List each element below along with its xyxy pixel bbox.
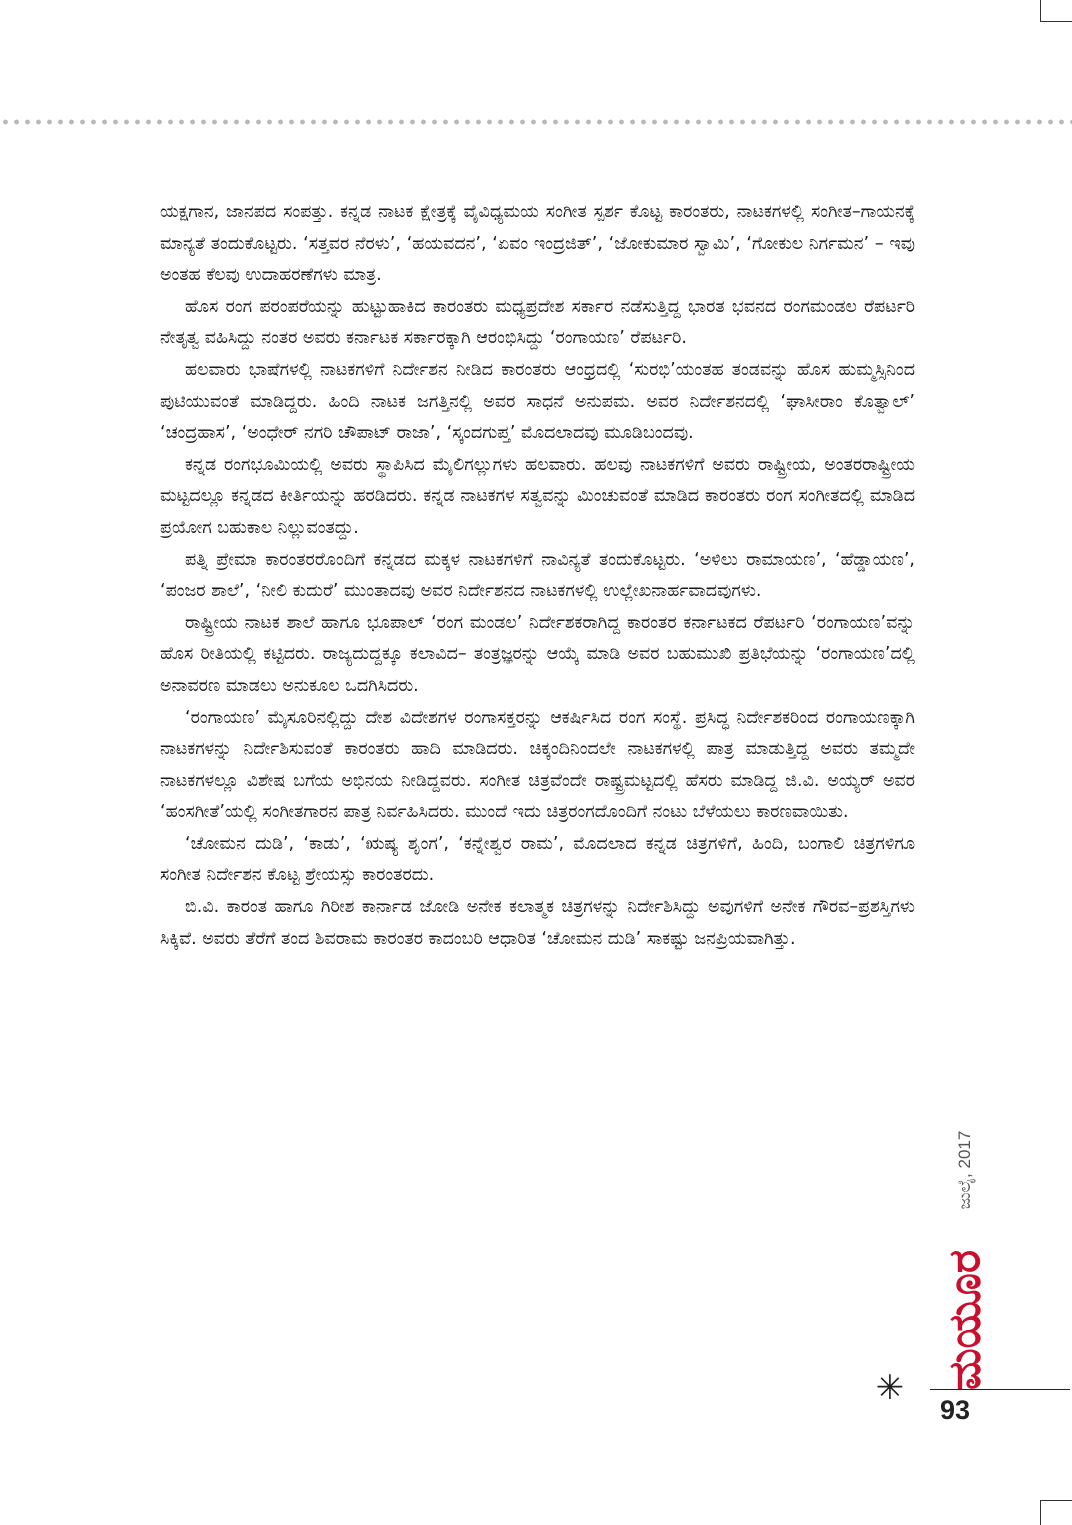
paragraph: ‘ರಂಗಾಯಣ’ ಮೈಸೂರಿನಲ್ಲಿದ್ದು ದೇಶ ವಿದೇಶಗಳ ರಂಗಾಸಕ್ತರನ್ನು ಆಕರ್ಷಿಸಿದ ರಂಗ ಸಂಸ್ಥೆ. ಪ್ರಸಿದ್ಧ ನಿರ್ದೇಶಕರಿಂದ ರಂಗಾಯಣಕ್ಕಾಗಿ ನಾಟಕಗಳನ್ನು ನಿರ್ದೇಶಿಸುವಂತೆ ಕಾರಂತರು ಹಾದಿ ಮಾಡಿದರು. ಚಿಕ್ಕಂದಿನಿಂದಲೇ ನಾಟಕಗಳಲ್ಲಿ ಪಾತ್ರ ಮಾಡುತ್ತಿದ್ದ ಅವರು ತಮ್ಮದೇ ನಾಟಕಗಳಲ್ಲೂ ವಿಶೇಷ ಬಗೆಯ ಅಭಿನಯ ನೀಡಿದ್ದವರು. ಸಂಗೀತ ಚಿತ್ರವೆಂದೇ ರಾಷ್ಟ್ರಮಟ್ಟದಲ್ಲಿ ಹೆಸರು ಮಾಡಿದ್ದ ಜಿ.ವಿ. ಅಯ್ಯರ್ ಅವರ ‘ಹಂಸಗೀತೆ’ಯಲ್ಲಿ ಸಂಗೀತಗಾರನ ಪಾತ್ರ ನಿರ್ವಹಿಸಿದರು. ಮುಂದೆ ಇದು ಚಿತ್ರರಂಗದೊಂದಿಗೆ ನಂಟು ಬೆಳೆಯಲು ಕಾರಣವಾಯಿತು. xyxy=(160,707,915,823)
vertical-masthead xyxy=(930,1120,1000,1391)
magazine-brand-text: ಮಯೂರ xyxy=(939,1249,991,1391)
crop-mark-top xyxy=(1040,0,1072,22)
paragraph: ಕನ್ನಡ ರಂಗಭೂಮಿಯಲ್ಲಿ ಅವರು ಸ್ಥಾಪಿಸಿದ ಮೈಲಿಗಲ್ಲುಗಳು ಹಲವಾರು. ಹಲವು ನಾಟಕಗಳಿಗೆ ಅವರು ರಾಷ್ಟ್ರೀಯ, ಅಂತರರಾಷ್ಟ್ರೀಯ ಮಟ್ಟದಲ್ಲೂ ಕನ್ನಡದ ಕೀರ್ತಿಯನ್ನು ಹರಡಿದರು. ಕನ್ನಡ ನಾಟಕಗಳ ಸತ್ವವನ್ನು ಮಿಂಚುವಂತೆ ಮಾಡಿದ ಕಾರಂತರು ರಂಗ ಸಂಗೀತದಲ್ಲಿ ಮಾಡಿದ ಪ್ರಯೋಗ ಬಹುಕಾಲ ನಿಲ್ಲುವಂತದ್ದು. xyxy=(160,454,915,538)
crop-mark-bottom xyxy=(1040,1500,1072,1525)
paragraph: ಹೊಸ ರಂಗ ಪರಂಪರೆಯನ್ನು ಹುಟ್ಟುಹಾಕಿದ ಕಾರಂತರು ಮಧ್ಯಪ್ರದೇಶ ಸರ್ಕಾರ ನಡೆಸುತ್ತಿದ್ದ ಭಾರತ ಭವನದ ರಂಗಮಂಡಲ ರೆಪರ್ಟರಿ ನೇತೃತ್ವ ವಹಿಸಿದ್ದು ನಂತರ ಅವರು ಕರ್ನಾಟಕ ಸರ್ಕಾರಕ್ಕಾಗಿ ಆರಂಭಿಸಿದ್ದು ‘ರಂಗಾಯಣ’ ರೆಪರ್ಟರಿ. xyxy=(160,296,915,349)
page-number: 93 xyxy=(940,1395,971,1425)
article-body xyxy=(160,197,915,955)
paragraph: ‘ಚೋಮನ ದುಡಿ’, ‘ಕಾಡು’, ‘ಋಷ್ಯ ಶೃಂಗ’, ‘ಕನ್ನೇಶ್ವರ ರಾಮ’, ಮೊದಲಾದ ಕನ್ನಡ ಚಿತ್ರಗಳಿಗೆ, ಹಿಂದಿ, ಬಂಗಾಲಿ ಚಿತ್ರಗಳಿಗೂ ಸಂಗೀತ ನಿರ್ದೇಶನ ಕೊಟ್ಟ ಶ್ರೇಯಸ್ಸು ಕಾರಂತರದು. xyxy=(160,833,915,886)
paragraph: ಪತ್ನಿ ಪ್ರೇಮಾ ಕಾರಂತರರೊಂದಿಗೆ ಕನ್ನಡದ ಮಕ್ಕಳ ನಾಟಕಗಳಿಗೆ ನಾವಿನ್ಯತೆ ತಂದುಕೊಟ್ಟರು. ‘ಅಳಿಲು ರಾಮಾಯಣ’, ‘ಹೆಡ್ಡಾಯಣ’, ‘ಪಂಜರ ಶಾಲೆ’, ‘ನೀಲಿ ಕುದುರೆ’ ಮುಂತಾದವು ಅವರ ನಿರ್ದೇಶನದ ನಾಟಕಗಳಲ್ಲಿ ಉಲ್ಲೇಖನಾರ್ಹವಾದವುಗಳು. xyxy=(160,549,915,602)
paragraph: ಯಕ್ಷಗಾನ, ಜಾನಪದ ಸಂಪತ್ತು. ಕನ್ನಡ ನಾಟಕ ಕ್ಷೇತ್ರಕ್ಕೆ ವೈವಿಧ್ಯಮಯ ಸಂಗೀತ ಸ್ಪರ್ಶ ಕೊಟ್ಟ ಕಾರಂತರು, ನಾಟಕಗಳಲ್ಲಿ ಸಂಗೀತ–ಗಾಯನಕ್ಕೆ ಮಾನ್ಯತೆ ತಂದುಕೊಟ್ಟರು. ‘ಸತ್ತವರ ನೆರಳು’, ‘ಹಯವದನ’, ‘ಏವಂ ಇಂದ್ರಜಿತ್’, ‘ಜೋಕುಮಾರ ಸ್ವಾಮಿ’, ‘ಗೋಕುಲ ನಿರ್ಗಮನ’ – ಇವು ಅಂತಹ ಕೆಲವು ಉದಾಹರಣೆಗಳು ಮಾತ್ರ. xyxy=(160,202,915,286)
magazine-brand xyxy=(930,1120,1000,1391)
paragraph: ರಾಷ್ಟ್ರೀಯ ನಾಟಕ ಶಾಲೆ ಹಾಗೂ ಭೂಪಾಲ್ ‘ರಂಗ ಮಂಡಲ’ ನಿರ್ದೇಶಕರಾಗಿದ್ದ ಕಾರಂತರ ಕರ್ನಾಟಕದ ರೆಪರ್ಟರಿ ‘ರಂಗಾಯಣ’ವನ್ನು ಹೊಸ ರೀತಿಯಲ್ಲಿ ಕಟ್ಟಿದರು. ರಾಜ್ಯದುದ್ದಕ್ಕೂ ಕಲಾವಿದ– ತಂತ್ರಜ್ಞರನ್ನು ಆಯ್ಕೆ ಮಾಡಿ ಅವರ ಬಹುಮುಖಿ ಪ್ರತಿಭೆಯನ್ನು ‘ರಂಗಾಯಣ’ದಲ್ಲಿ ಅನಾವರಣ ಮಾಡಲು ಅನುಕೂಲ ಒದಗಿಸಿದರು. xyxy=(160,612,915,696)
paragraph: ಬಿ.ವಿ. ಕಾರಂತ ಹಾಗೂ ಗಿರೀಶ ಕಾರ್ನಾಡ ಜೋಡಿ ಅನೇಕ ಕಲಾತ್ಮಕ ಚಿತ್ರಗಳನ್ನು ನಿರ್ದೇಶಿಸಿದ್ದು ಅವುಗಳಿಗೆ ಅನೇಕ ಗೌರವ–ಪ್ರಶಸ್ತಿಗಳು ಸಿಕ್ಕಿವೆ. ಅವರು ತೆರೆಗೆ ತಂದ ಶಿವರಾಮ ಕಾರಂತರ ಕಾದಂಬರಿ ಆಧಾರಿತ ‘ಚೋಮನ ದುಡಿ’ ಸಾಕಷ್ಟು ಜನಪ್ರಿಯವಾಗಿತ್ತು. xyxy=(160,897,915,949)
asterisk-ornament-icon: ✳ xyxy=(875,1368,905,1408)
paragraph: ಹಲವಾರು ಭಾಷೆಗಳಲ್ಲಿ ನಾಟಕಗಳಿಗೆ ನಿರ್ದೇಶನ ನೀಡಿದ ಕಾರಂತರು ಆಂಧ್ರದಲ್ಲಿ ‘ಸುರಭಿ’ಯಂತಹ ತಂಡವನ್ನು ಹೊಸ ಹುಮ್ಮಸ್ಸಿನಿಂದ ಪುಟಿಯುವಂತೆ ಮಾಡಿದ್ದರು. ಹಿಂದಿ ನಾಟಕ ಜಗತ್ತಿನಲ್ಲಿ ಅವರ ಸಾಧನೆ ಅನುಪಮ. ಅವರ ನಿರ್ದೇಶನದಲ್ಲಿ ‘ಘಾಸೀರಾಂ ಕೊತ್ವಾಲ್’ ‘ಚಂದ್ರಹಾಸ’, ‘ಅಂಧೇರ್ ನಗರಿ ಚೌಪಾಟ್ ರಾಜಾ’, ‘ಸ್ಕಂದಗುಪ್ತ’ ಮೊದಲಾದವು ಮೂಡಿಬಂದವು. xyxy=(160,359,915,444)
issue-date-text: ಜುಲೈ, 2017 xyxy=(955,1130,974,1210)
dotted-header-rule xyxy=(0,118,1072,126)
